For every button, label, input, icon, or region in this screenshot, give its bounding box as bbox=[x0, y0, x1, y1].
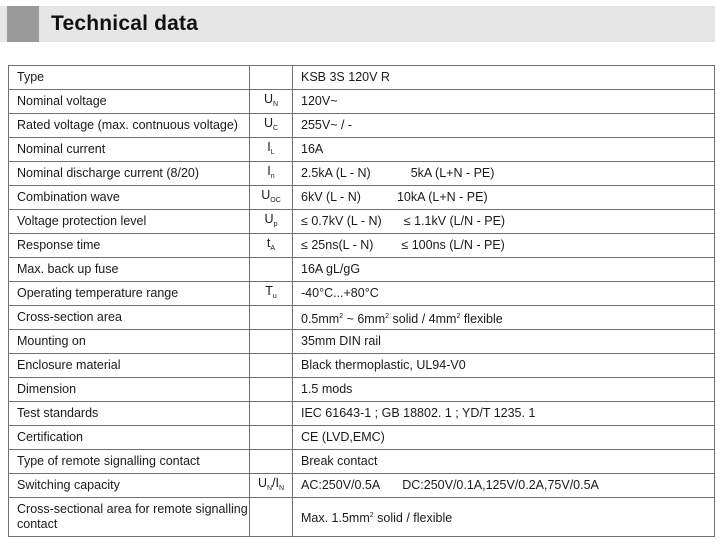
param-name: Combination wave bbox=[9, 186, 250, 210]
param-symbol bbox=[250, 402, 293, 426]
param-symbol bbox=[250, 66, 293, 90]
param-value: 1.5 mods bbox=[293, 378, 715, 402]
param-value: Break contact bbox=[293, 450, 715, 474]
table-row bbox=[9, 474, 715, 498]
param-name: Type bbox=[9, 66, 250, 90]
param-value: IEC 61643-1 ; GB 18802. 1 ; YD/T 1235. 1 bbox=[293, 402, 715, 426]
param-value: Max. $1.5mm^2$ solid / flexible bbox=[293, 498, 715, 537]
param-name: Type of remote signalling contact bbox=[9, 450, 250, 474]
param-value: $0.5mm^2$ ~ $6mm^2$ solid / $4mm^2$ flexible bbox=[293, 306, 715, 330]
param-symbol bbox=[250, 378, 293, 402]
table-row bbox=[9, 138, 715, 162]
table-row bbox=[9, 162, 715, 186]
param-symbol: $t_A$ bbox=[250, 234, 293, 258]
param-symbol bbox=[250, 426, 293, 450]
param-symbol bbox=[250, 450, 293, 474]
param-name: Nominal voltage bbox=[9, 90, 250, 114]
table-row bbox=[9, 306, 715, 330]
table-row bbox=[9, 114, 715, 138]
param-name: Nominal current bbox=[9, 138, 250, 162]
param-symbol: $T_u$ bbox=[250, 282, 293, 306]
table-row bbox=[9, 186, 715, 210]
param-value: 16A bbox=[293, 138, 715, 162]
table-row bbox=[9, 354, 715, 378]
param-symbol: $U_N$ bbox=[250, 90, 293, 114]
param-name: Enclosure material bbox=[9, 354, 250, 378]
table-row bbox=[9, 210, 715, 234]
param-name: Max. back up fuse bbox=[9, 258, 250, 282]
technical-data-table bbox=[8, 65, 715, 537]
table-row bbox=[9, 426, 715, 450]
param-value: 6kV (L - N) 10kA (L+N - PE) bbox=[293, 186, 715, 210]
table-row bbox=[9, 234, 715, 258]
table-row bbox=[9, 66, 715, 90]
param-name: Cross-sectional area for remote signalling contact bbox=[9, 498, 250, 537]
table-row bbox=[9, 330, 715, 354]
param-name: Dimension bbox=[9, 378, 250, 402]
param-symbol: $I_n$ bbox=[250, 162, 293, 186]
table-row bbox=[9, 450, 715, 474]
param-name: Response time bbox=[9, 234, 250, 258]
param-name: Mounting on bbox=[9, 330, 250, 354]
param-symbol bbox=[250, 354, 293, 378]
param-symbol bbox=[250, 258, 293, 282]
param-name: Nominal discharge current (8/20) bbox=[9, 162, 250, 186]
param-name: Voltage protection level bbox=[9, 210, 250, 234]
header-accent-block bbox=[7, 6, 39, 42]
param-value: 120V~ bbox=[293, 90, 715, 114]
param-value: Black thermoplastic, UL94-V0 bbox=[293, 354, 715, 378]
param-name: Operating temperature range bbox=[9, 282, 250, 306]
param-value: -40°C...+80°C bbox=[293, 282, 715, 306]
page-title: Technical data bbox=[51, 12, 199, 35]
param-value: KSB 3S 120V R bbox=[293, 66, 715, 90]
param-symbol: $I_L$ bbox=[250, 138, 293, 162]
table-row bbox=[9, 498, 715, 537]
param-value: 16A gL/gG bbox=[293, 258, 715, 282]
table-row bbox=[9, 378, 715, 402]
param-value: 2.5kA (L - N) 5kA (L+N - PE) bbox=[293, 162, 715, 186]
param-value: CE (LVD,EMC) bbox=[293, 426, 715, 450]
param-symbol: $U_C$ bbox=[250, 114, 293, 138]
param-value: ≤ 25ns(L - N) ≤ 100ns (L/N - PE) bbox=[293, 234, 715, 258]
param-name: Cross-section area bbox=[9, 306, 250, 330]
param-symbol: $U_N/I_N$ bbox=[250, 474, 293, 498]
param-symbol bbox=[250, 498, 293, 537]
param-value: AC:250V/0.5A DC:250V/0.1A,125V/0.2A,75V/0.5A bbox=[293, 474, 715, 498]
param-symbol bbox=[250, 330, 293, 354]
table-row bbox=[9, 90, 715, 114]
param-value: ≤ 0.7kV (L - N) ≤ 1.1kV (L/N - PE) bbox=[293, 210, 715, 234]
param-name: Switching capacity bbox=[9, 474, 250, 498]
param-name: Certification bbox=[9, 426, 250, 450]
param-name: Rated voltage (max. contnuous voltage) bbox=[9, 114, 250, 138]
param-value: 35mm DIN rail bbox=[293, 330, 715, 354]
param-symbol: $U_p$ bbox=[250, 210, 293, 234]
param-value: 255V~ / - bbox=[293, 114, 715, 138]
param-symbol bbox=[250, 306, 293, 330]
table-row bbox=[9, 402, 715, 426]
table-row bbox=[9, 258, 715, 282]
param-symbol: $U_{OC}$ bbox=[250, 186, 293, 210]
table-row bbox=[9, 282, 715, 306]
param-name: Test standards bbox=[9, 402, 250, 426]
